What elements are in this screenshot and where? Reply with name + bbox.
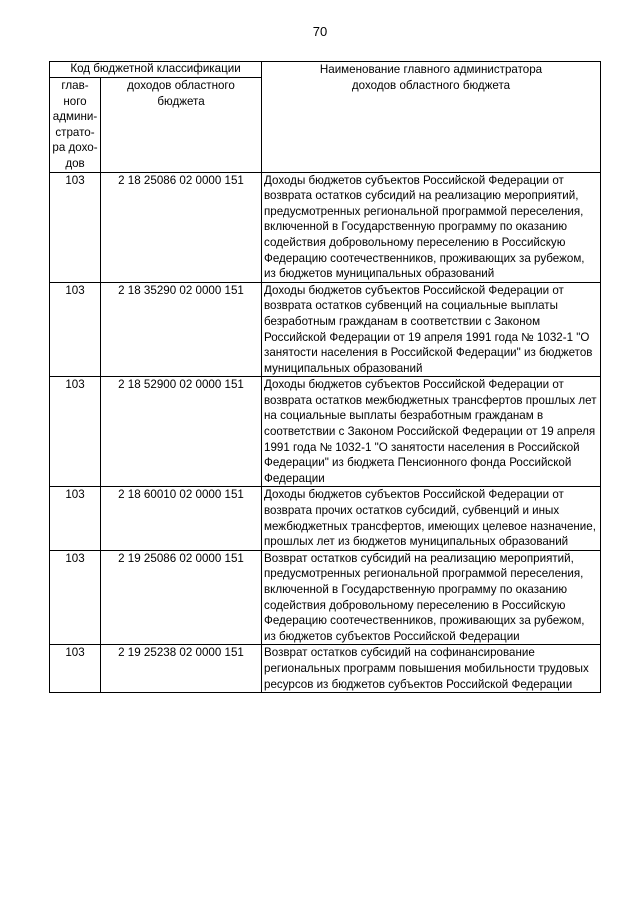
income-code-cell: 2 18 25086 02 0000 151: [101, 172, 262, 282]
income-code-cell: 2 19 25238 02 0000 151: [101, 645, 262, 693]
header-budget-classification-code: Код бюджетной классификации: [50, 62, 262, 78]
table-row: [50, 282, 601, 377]
table-body: [50, 172, 601, 693]
table-row: [50, 550, 601, 645]
income-name-cell: Доходы бюджетов субъектов Российской Федерации от возврата прочих остатков субсидий, субвенций и иных межбюджетных трансфертов, имеющих целевое назначение, прошлых лет из бюджетов муниципальных образований: [262, 487, 601, 550]
income-code-cell: 2 18 60010 02 0000 151: [101, 487, 262, 550]
income-code-cell: 2 18 52900 02 0000 151: [101, 377, 262, 487]
page-number: 70: [312, 24, 328, 39]
admin-code-cell: 103: [50, 550, 101, 645]
income-name-cell: Доходы бюджетов субъектов Российской Федерации от возврата остатков межбюджетных трансфертов прошлых лет на социальные выплаты безработным гражданам в соответствии с Законом Российской Федерации от 19 апреля 1991 года № 1032-1 "О занятости населения в Российской Федерации" из бюджета Пенсионного фонда Российской Федерации: [262, 377, 601, 487]
table-row: [50, 377, 601, 487]
income-code-cell: 2 19 25086 02 0000 151: [101, 550, 262, 645]
admin-code-cell: 103: [50, 487, 101, 550]
table-row: [50, 172, 601, 282]
income-code-cell: 2 18 35290 02 0000 151: [101, 282, 262, 377]
income-name-cell: Возврат остатков субсидий на софинансирование региональных программ повышения мобильности трудовых ресурсов из бюджетов субъектов Российской Федерации: [262, 645, 601, 693]
income-name-cell: Возврат остатков субсидий на реализацию мероприятий, предусмотренных региональной программой переселения, включенной в Государственную программу по оказанию содействия добровольному переселению в Российскую Федерацию соотечественников, проживающих за рубежом, из бюджетов субъектов Российской Федерации: [262, 550, 601, 645]
header-main-administrator: глав- ного админи- страто- ра дохо- дов: [50, 78, 101, 173]
admin-code-cell: 103: [50, 645, 101, 693]
table-row: [50, 487, 601, 550]
admin-code-cell: 103: [50, 282, 101, 377]
admin-code-cell: 103: [50, 172, 101, 282]
income-name-cell: Доходы бюджетов субъектов Российской Федерации от возврата остатков субвенций на социальные выплаты безработным гражданам в соответствии с Законом Российской Федерации от 19 апреля 1991 года № 1032-1 "О занятости населения в Российской Федерации" из бюджетов муниципальных образований: [262, 282, 601, 377]
header-regional-budget-income: доходов областного бюджета: [101, 78, 262, 173]
budget-classification-table: [49, 61, 601, 693]
header-administrator-name: Наименование главного администратора доходов областного бюджета: [262, 62, 601, 173]
admin-code-cell: 103: [50, 377, 101, 487]
income-name-cell: Доходы бюджетов субъектов Российской Федерации от возврата остатков субсидий на реализацию мероприятий, предусмотренных региональной программой переселения, включенной в Государственную программу по оказанию содействия добровольному переселению в Российскую Федерацию соотечественников, проживающих за рубежом, из бюджетов муниципальных образований: [262, 172, 601, 282]
table-row: [50, 645, 601, 693]
